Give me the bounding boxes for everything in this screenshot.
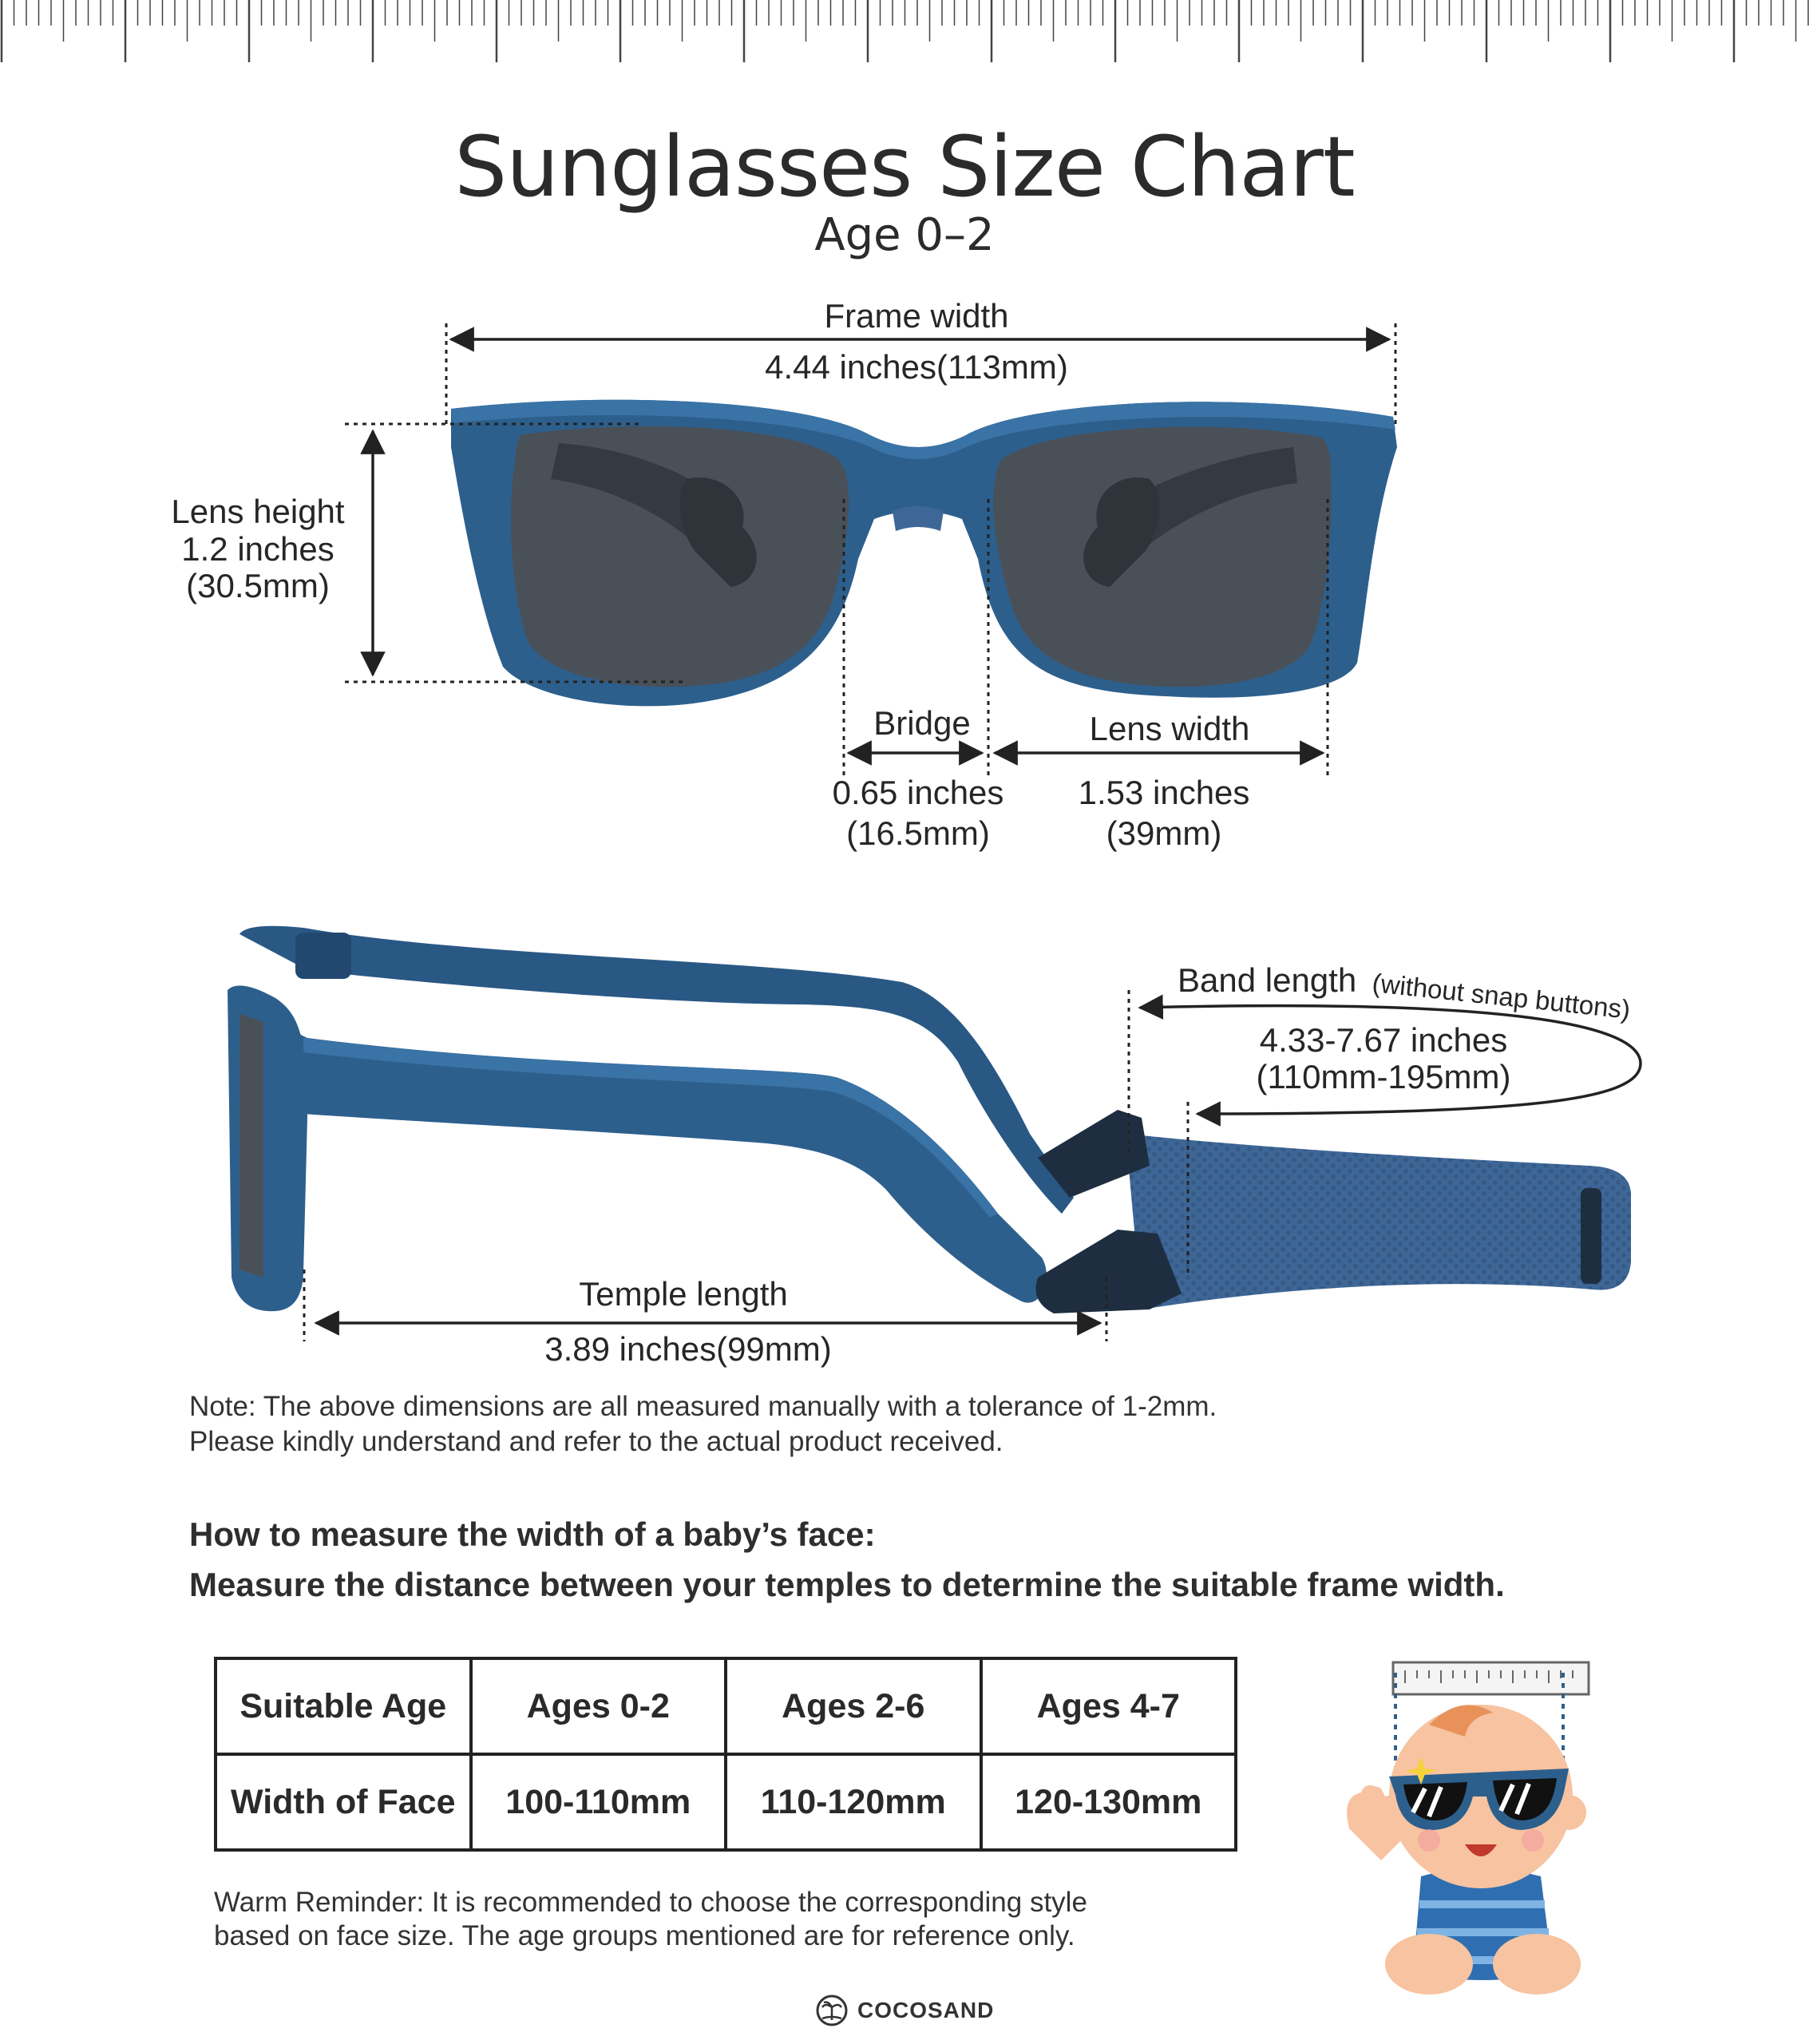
band-length-value-in: 4.33-7.67 inches	[1259, 1021, 1508, 1059]
band-length-note: (without snap buttons)	[1371, 968, 1632, 1024]
table-cell: 110-120mm	[726, 1754, 981, 1850]
lens-width-value-mm: (39mm)	[1106, 814, 1222, 852]
bridge-label: Bridge	[873, 704, 971, 742]
page-title: Sunglasses Size Chart	[454, 118, 1355, 216]
table-row	[216, 1658, 1236, 1754]
table-cell: 100-110mm	[471, 1754, 726, 1850]
table-row	[216, 1754, 1236, 1850]
note-line-2: Please kindly understand and refer to the actual product received.	[189, 1426, 1003, 1457]
temple-length-value: 3.89 inches(99mm)	[544, 1330, 832, 1368]
table-header-cell: Suitable Age	[216, 1658, 471, 1754]
note-line-1: Note: The above dimensions are all measured manually with a tolerance of 1-2mm.	[189, 1391, 1217, 1422]
reminder-line-1: Warm Reminder: It is recommended to choose the corresponding style	[214, 1887, 1087, 1918]
palm-tree-logo-icon	[816, 1994, 848, 2026]
frame-width-label: Frame width	[824, 297, 1009, 335]
brand-footer	[816, 1994, 994, 2026]
baby-with-sunglasses-illustration	[1347, 1662, 1589, 1994]
lens-width-label: Lens width	[1089, 710, 1250, 747]
brand-name: COCOSAND	[857, 1998, 995, 2022]
table-cell: Width of Face	[216, 1754, 471, 1850]
band-length-label	[1178, 961, 1632, 1024]
how-to-measure	[189, 1509, 1505, 1610]
sunglasses-front-illustration	[451, 400, 1397, 707]
size-table	[214, 1657, 1237, 1852]
band-length-value-mm: (110mm-195mm)	[1256, 1058, 1511, 1095]
how-to-heading: How to measure the width of a baby’s face:	[189, 1515, 876, 1553]
table-header-cell: Ages 0-2	[471, 1658, 726, 1754]
lens-height-label: Lens height	[171, 493, 345, 530]
lens-height-value-in: 1.2 inches	[181, 530, 334, 568]
measurement-note	[189, 1389, 1217, 1460]
table-header-cell: Ages 4-7	[981, 1658, 1237, 1754]
temple-length-label: Temple length	[579, 1275, 788, 1313]
table-cell: 120-130mm	[981, 1754, 1237, 1850]
bridge-value-mm: (16.5mm)	[846, 814, 990, 852]
lens-height-value-mm: (30.5mm)	[186, 567, 330, 604]
table-header-cell: Ages 2-6	[726, 1658, 981, 1754]
how-to-instruction: Measure the distance between your temples to determine the suitable frame width.	[189, 1566, 1505, 1603]
band-length-title: Band length	[1178, 961, 1357, 999]
warm-reminder	[214, 1886, 1087, 1953]
page-subtitle: Age 0–2	[814, 209, 995, 261]
frame-width-value: 4.44 inches(113mm)	[765, 348, 1068, 386]
reminder-line-2: based on face size. The age groups mentioned are for reference only.	[214, 1920, 1075, 1951]
bridge-value-in: 0.65 inches	[832, 774, 1004, 811]
lens-width-value-in: 1.53 inches	[1078, 774, 1250, 811]
